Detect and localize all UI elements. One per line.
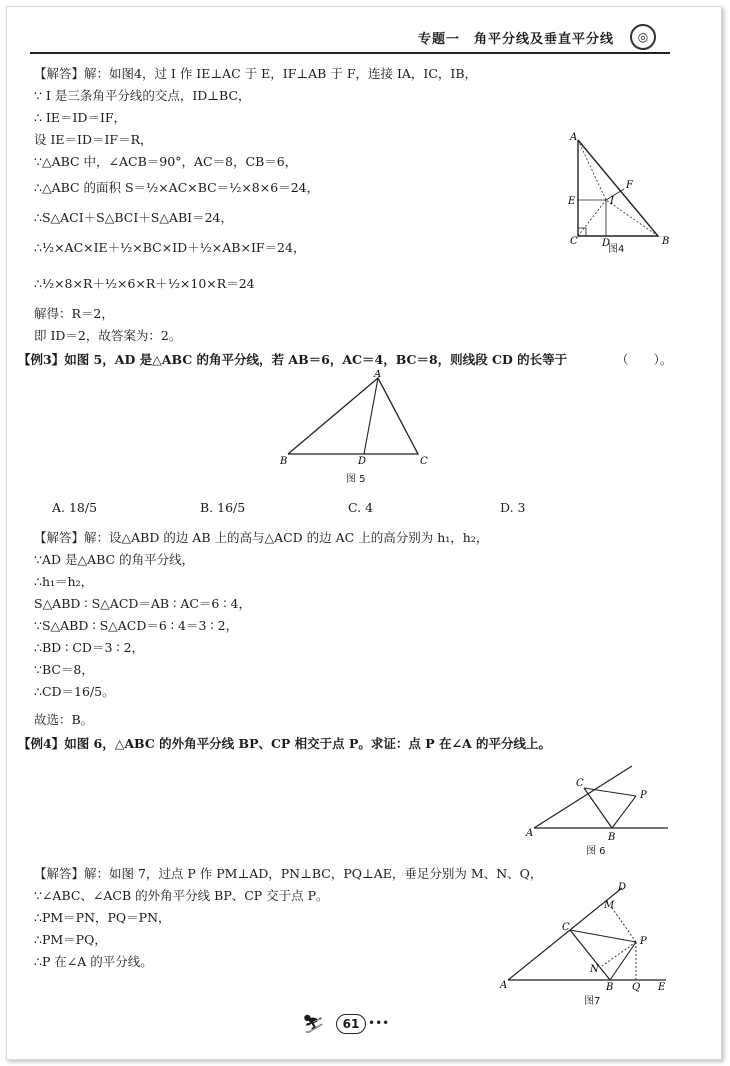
fig7-label-Q: Q — [632, 982, 641, 992]
ex2-sol-line-10: 解得：R＝2， — [34, 306, 114, 321]
fig4-caption: 图4 — [608, 244, 625, 255]
fig5-label-A: A — [374, 370, 382, 380]
page-footer — [302, 1012, 402, 1038]
ex2-sol-line-11: 即 ID＝2，故答案为：2。 — [34, 328, 182, 343]
ex3-sol-line-9: 故选：B。 — [34, 712, 94, 727]
fig6-caption: 图 6 — [586, 846, 606, 857]
ex3-sol-line-5: ∵S△ABD ∶ S△ACD＝6 ∶ 4＝3 ∶ 2， — [34, 618, 239, 633]
fig6-label-B: B — [608, 832, 616, 842]
ex2-sol-line-5: ∵△ABC 中，∠ACB＝90°，AC＝8，CB＝6， — [34, 154, 298, 169]
header-title: 专题一 角平分线及垂直平分线 — [417, 32, 614, 47]
ex4-sol-line-3: ∴PM＝PN，PQ＝PN， — [34, 910, 171, 925]
fig7-label-A: A — [500, 980, 508, 991]
ex3-sol-line-1: 【解答】解：设△ABD 的边 AB 上的高与△ACD 的边 AC 上的高分别为 h₁，h₂， — [34, 530, 489, 545]
fig4-label-E: E — [568, 196, 576, 207]
ex3-sol-line-2: ∵AD 是△ABC 的角平分线， — [34, 552, 195, 567]
ex3-option-a: A. 18/5 — [52, 500, 98, 515]
ex3-question: 【例3】如图 5，AD 是△ABC 的角平分线，若 AB＝6，AC＝4，BC＝8，则线段 CD 的长等于 — [18, 352, 568, 367]
fig4-label-D: D — [602, 238, 611, 249]
fig4-label-B: B — [662, 236, 670, 247]
fig7-label-D: D — [618, 882, 627, 893]
ex4-sol-line-2: ∵∠ABC、∠ACB 的外角平分线 BP、CP 交于点 P。 — [34, 888, 329, 903]
footer-dots: ••• — [368, 1016, 390, 1030]
fig6-label-C: C — [576, 778, 584, 789]
ex2-sol-line-2: ∵ I 是三条角平分线的交点，ID⊥BC， — [34, 88, 251, 103]
fig7-label-M: M — [604, 900, 615, 911]
fig7-caption: 图7 — [584, 996, 601, 1007]
figure-5 — [278, 370, 438, 470]
ex2-sol-line-6: ∴△ABC 的面积 S＝½×AC×BC＝½×8×6＝24， — [34, 180, 320, 195]
ex3-option-c: C. 4 — [348, 500, 374, 515]
ex3-sol-line-6: ∴BD ∶ CD＝3 ∶ 2， — [34, 640, 145, 655]
ex3-option-d: D. 3 — [500, 500, 526, 515]
fig5-label-D: D — [358, 456, 367, 467]
header-logo-icon: ◎ — [630, 24, 656, 50]
fig7-label-E: E — [658, 982, 666, 992]
page-header — [30, 22, 670, 54]
fig4-label-I: I — [610, 196, 614, 207]
ex3-sol-line-4: S△ABD ∶ S△ACD＝AB ∶ AC＝6 ∶ 4， — [34, 596, 252, 611]
ex3-sol-line-3: ∴h₁＝h₂， — [34, 574, 94, 589]
fig7-label-N: N — [590, 964, 599, 975]
ex2-sol-line-1: 【解答】解：如图4，过 I 作 IE⊥AC 于 E，IF⊥AB 于 F，连接 IA，IC，IB， — [34, 66, 478, 81]
fig6-label-P: P — [640, 790, 647, 801]
ex3-sol-line-8: ∴CD＝16/5。 — [34, 684, 115, 699]
fig7-label-P: P — [640, 936, 647, 947]
ex2-sol-line-7: ∴S△ACI＋S△BCI＋S△ABI＝24， — [34, 210, 233, 225]
ex4-sol-line-5: ∴P 在∠A 的平分线。 — [34, 954, 153, 969]
fig4-label-F: F — [626, 180, 633, 191]
ex3-option-b: B. 16/5 — [200, 500, 246, 515]
ex4-sol-line-1: 【解答】解：如图 7，过点 P 作 PM⊥AD，PN⊥BC，PQ⊥AE，垂足分别为 M、N、Q， — [34, 866, 543, 881]
fig6-label-A: A — [526, 828, 534, 839]
fig5-label-B: B — [280, 456, 288, 467]
figure-4 — [560, 130, 680, 255]
ex4-sol-line-4: ∴PM＝PQ， — [34, 932, 107, 947]
fig5-label-C: C — [420, 456, 428, 467]
fig7-label-B: B — [606, 982, 614, 992]
figure-6 — [520, 758, 690, 842]
runner-icon: ⛷ — [302, 1014, 325, 1035]
fig4-label-C: C — [570, 236, 578, 247]
ex2-sol-line-4: 设 IE＝ID＝IF＝R， — [34, 132, 153, 147]
ex2-sol-line-9: ∴½×8×R＋½×6×R＋½×10×R＝24 — [34, 276, 255, 291]
figure-7 — [498, 880, 678, 992]
ex4-question: 【例4】如图 6，△ABC 的外角平分线 BP、CP 相交于点 P。求证：点 P 在∠A 的平分线上。 — [18, 736, 552, 751]
ex2-sol-line-8: ∴½×AC×IE＋½×BC×ID＋½×AB×IF＝24， — [34, 240, 306, 255]
ex3-sol-line-7: ∵BC＝8， — [34, 662, 94, 677]
fig7-label-C: C — [562, 922, 570, 933]
page-number: 61 — [336, 1014, 366, 1034]
fig4-label-A: A — [570, 132, 578, 143]
ex2-sol-line-3: ∴ IE＝ID＝IF， — [34, 110, 127, 125]
ex3-answer-paren: （ ）。 — [616, 352, 673, 367]
fig5-caption: 图 5 — [346, 474, 366, 485]
